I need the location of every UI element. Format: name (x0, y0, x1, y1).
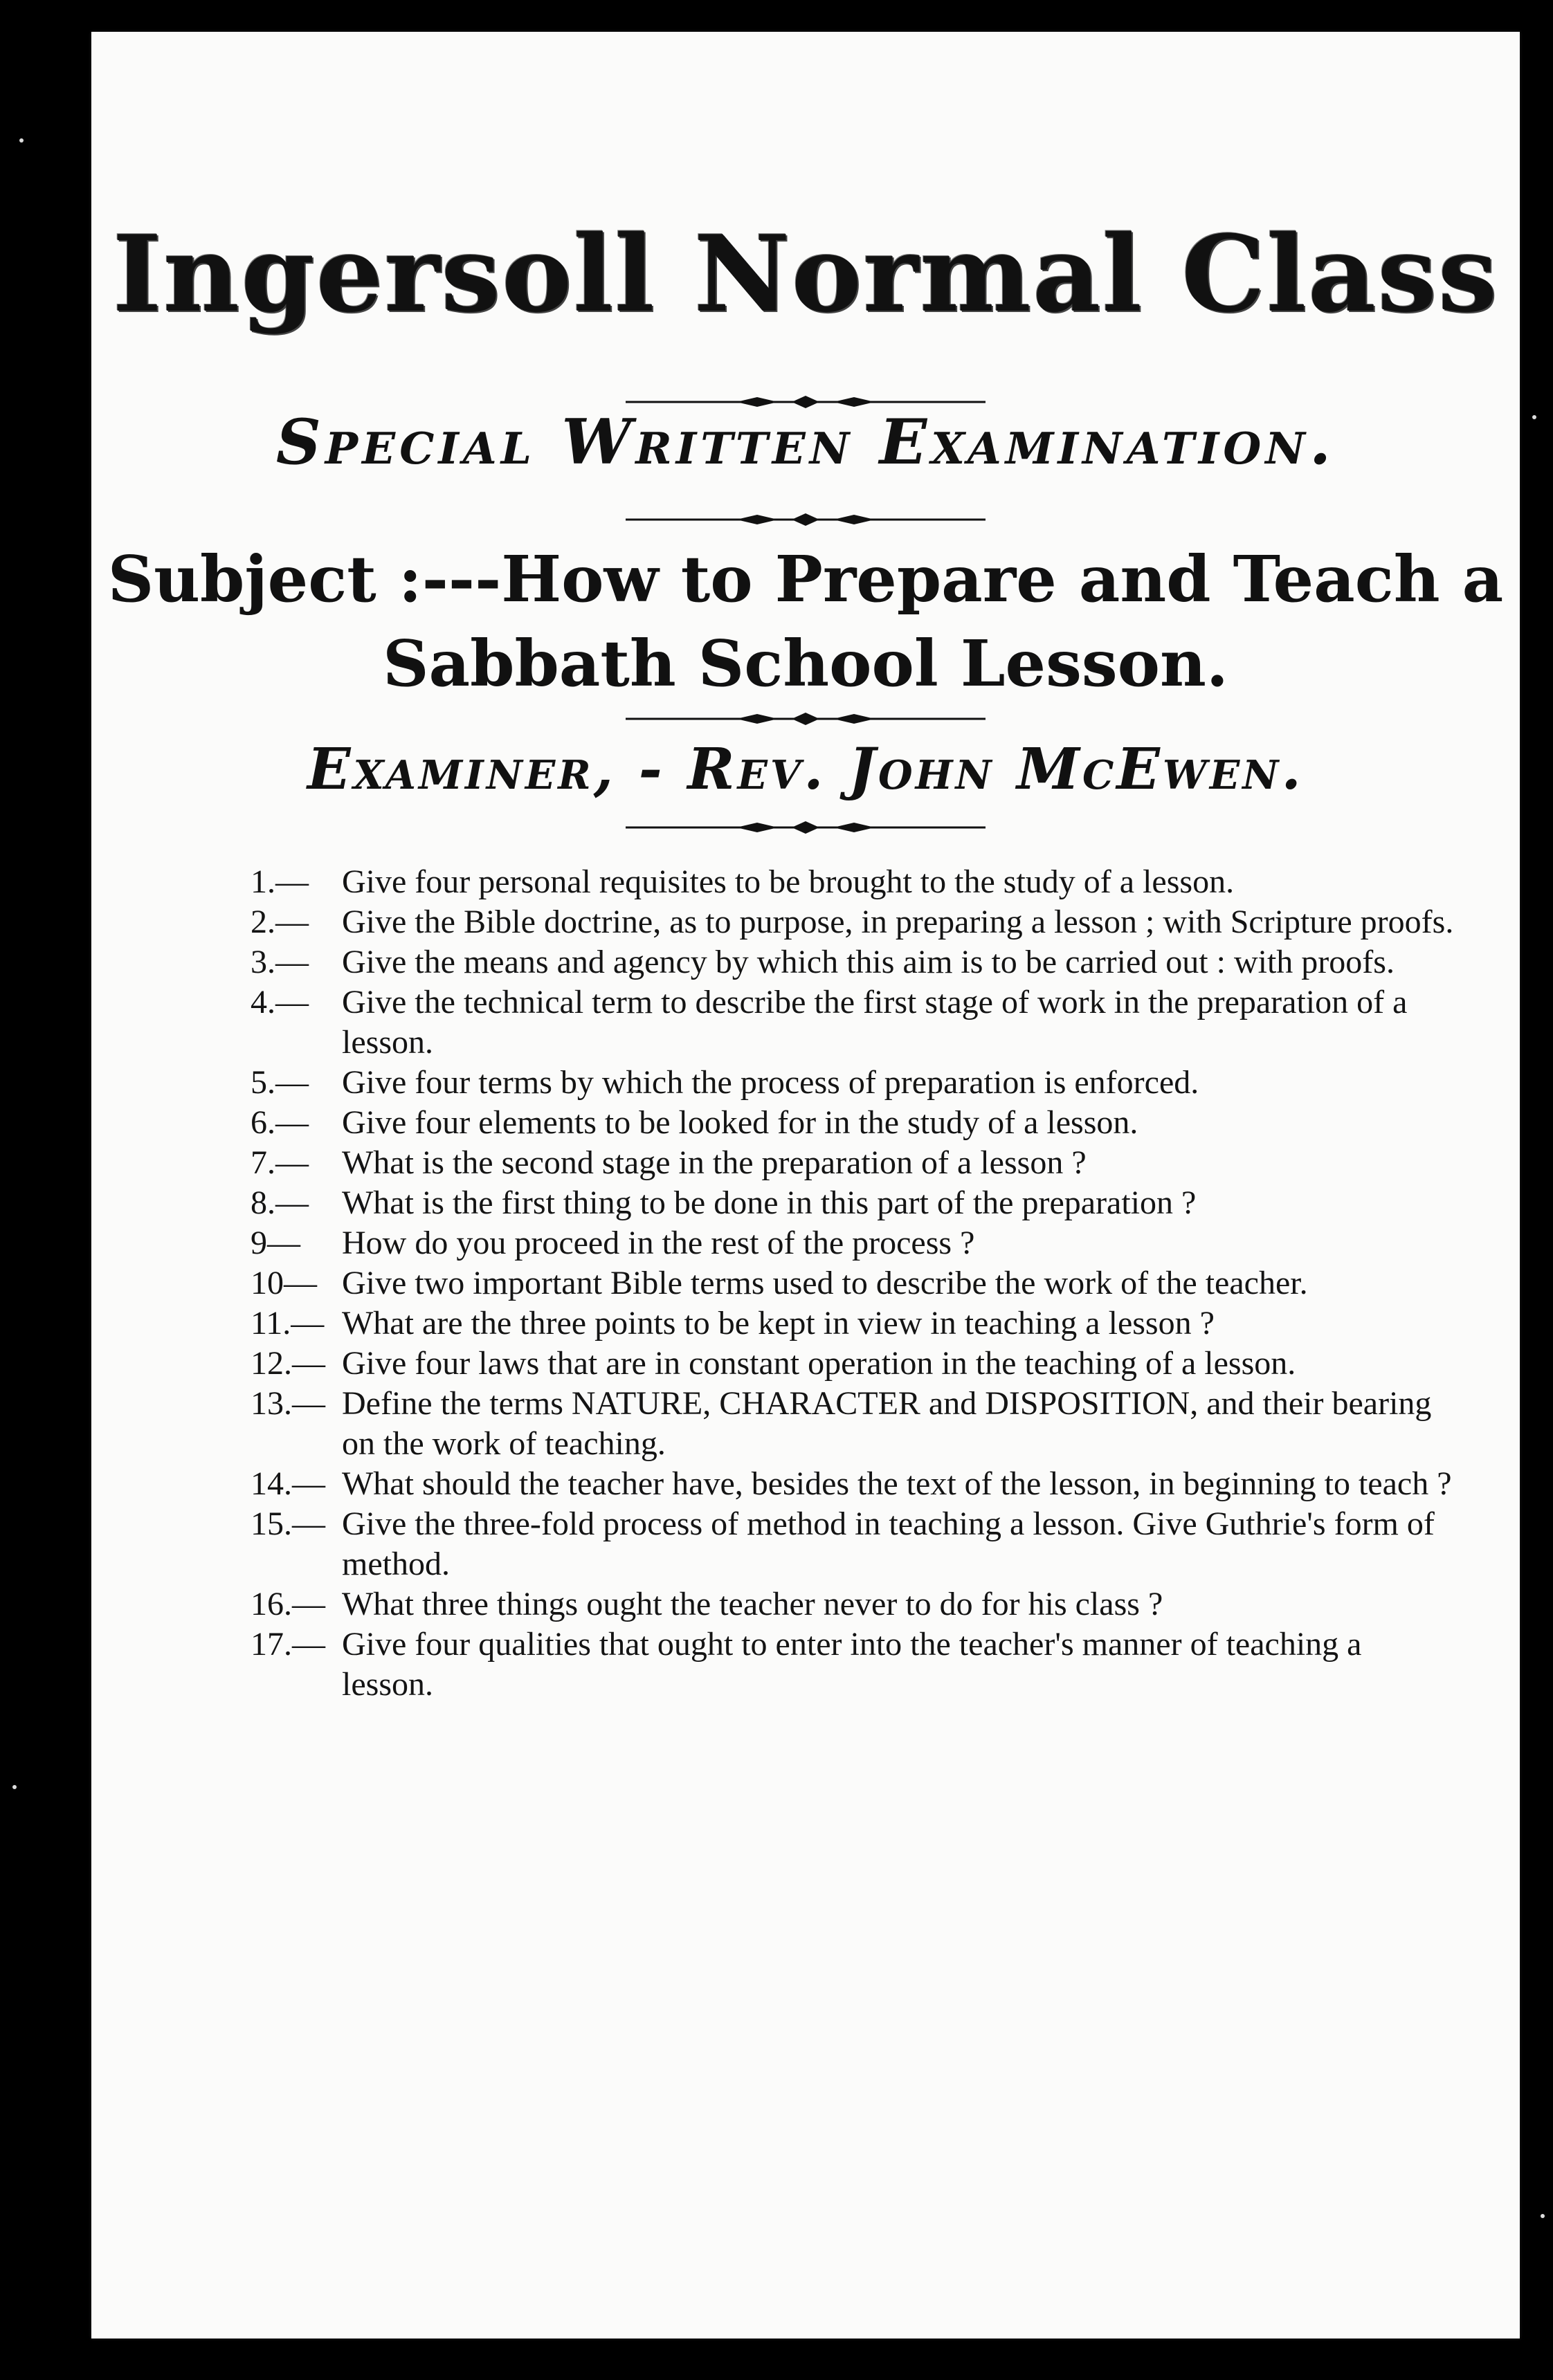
question-number: 15.— (251, 1505, 325, 1542)
question-number: 13.— (251, 1385, 325, 1422)
question-text: Define the terms NATURE, CHARACTER and DISPOSITION, and their bearing on the work of teaching. (342, 1385, 1432, 1462)
question-text: What is the second stage in the preparation of a lesson ? (342, 1144, 1087, 1181)
ornament-divider-icon (626, 708, 986, 729)
question-item (251, 1063, 1455, 1103)
question-number: 4.— (251, 984, 309, 1020)
question-item (251, 982, 1455, 1063)
question-item (251, 1584, 1455, 1624)
question-text: What three things ought the teacher never to do for his class ? (342, 1586, 1163, 1622)
question-text: Give the three-fold process of method in teaching a lesson. Give Guthrie's form of method. (342, 1505, 1435, 1582)
question-text: Give four qualities that ought to enter into the teacher's manner of teaching a lesson. (342, 1626, 1362, 1703)
question-number: 14.— (251, 1465, 325, 1502)
question-number: 7.— (251, 1144, 309, 1181)
question-number: 12.— (251, 1345, 325, 1382)
question-text: Give the technical term to describe the first stage of work in the preparation of a lesson. (342, 984, 1408, 1061)
question-list (251, 862, 1455, 1705)
question-item (251, 1464, 1455, 1504)
scan-speck (1541, 2214, 1545, 2218)
question-item (251, 1504, 1455, 1584)
question-item (251, 862, 1455, 902)
subject-line-2: Sabbath School Lesson. (383, 626, 1228, 701)
question-number: 5.— (251, 1064, 309, 1101)
exam-type-heading: Special Written Examination. (275, 405, 1336, 479)
question-text: What is the first thing to be done in this part of the preparation ? (342, 1184, 1197, 1221)
examiner-line: Examiner, - Rev. John McEwen. (307, 736, 1304, 803)
question-item (251, 902, 1455, 942)
subject-line-1: Subject :---How to Prepare and Teach a (107, 542, 1504, 616)
question-text: What are the three points to be kept in view in teaching a lesson ? (342, 1305, 1215, 1342)
question-number: 11.— (251, 1305, 325, 1342)
question-item (251, 1624, 1455, 1705)
scan-speck (1532, 415, 1536, 419)
document-title: Ingersoll Normal Class (112, 212, 1499, 336)
question-item (251, 1103, 1455, 1143)
question-text: Give the means and agency by which this aim is to be carried out : with proofs. (342, 944, 1395, 980)
scan-speck (12, 1785, 17, 1789)
question-item (251, 1344, 1455, 1384)
question-item (251, 942, 1455, 982)
document-page (91, 32, 1520, 2338)
ornament-divider-icon (626, 509, 986, 530)
question-item (251, 1384, 1455, 1464)
ornament-divider-icon (626, 817, 986, 838)
question-text: Give four elements to be looked for in the study of a lesson. (342, 1104, 1138, 1141)
question-number: 8.— (251, 1184, 309, 1221)
question-text: How do you proceed in the rest of the process ? (342, 1225, 975, 1261)
question-item (251, 1183, 1455, 1223)
question-text: Give the Bible doctrine, as to purpose, in preparing a lesson ; with Scripture proofs. (342, 904, 1454, 940)
question-number: 1.— (251, 863, 309, 900)
question-number: 3.— (251, 944, 309, 980)
question-number: 16.— (251, 1586, 325, 1622)
question-item (251, 1263, 1455, 1303)
question-text: What should the teacher have, besides the text of the lesson, in beginning to teach ? (342, 1465, 1452, 1502)
question-text: Give four laws that are in constant operation in the teaching of a lesson. (342, 1345, 1296, 1382)
question-item (251, 1143, 1455, 1183)
question-item (251, 1303, 1455, 1344)
question-number: 17.— (251, 1626, 325, 1663)
question-item (251, 1223, 1455, 1263)
scan-speck (19, 138, 24, 143)
question-number: 6.— (251, 1104, 309, 1141)
question-number: 2.— (251, 904, 309, 940)
question-text: Give two important Bible terms used to describe the work of the teacher. (342, 1265, 1308, 1301)
question-text: Give four personal requisites to be brought to the study of a lesson. (342, 863, 1235, 900)
question-number: 10— (251, 1265, 317, 1301)
question-number: 9— (251, 1225, 300, 1261)
question-text: Give four terms by which the process of preparation is enforced. (342, 1064, 1199, 1101)
subject-heading (91, 537, 1520, 706)
